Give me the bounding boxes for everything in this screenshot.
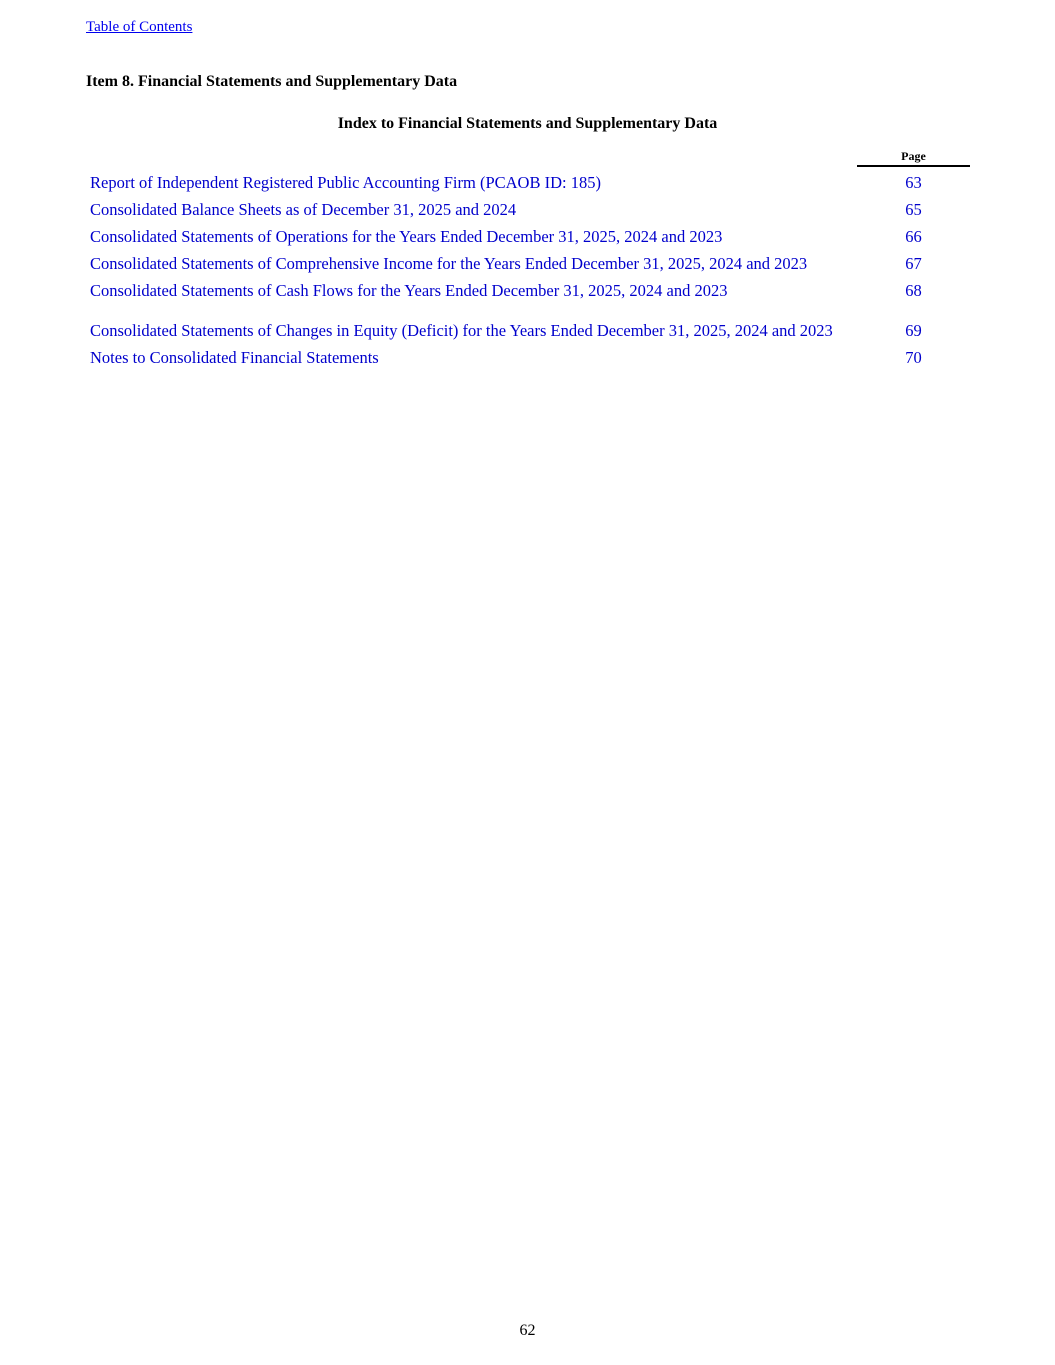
index-row-operations[interactable]: [90, 226, 970, 245]
table-of-contents-link[interactable]: Table of Contents: [86, 19, 193, 35]
index-row-cash-flows[interactable]: [90, 280, 970, 299]
index-row-page[interactable]: 63: [905, 173, 922, 192]
index-row-page[interactable]: 66: [905, 227, 922, 246]
index-row-label[interactable]: Consolidated Statements of Comprehensive Income for the Years Ended December 31, 2025, 2024 and 2023: [90, 254, 808, 273]
index-row-page[interactable]: 69: [905, 321, 922, 340]
index-row-page[interactable]: 67: [905, 254, 922, 273]
index-row-label[interactable]: Report of Independent Registered Public Accounting Firm (PCAOB ID: 185): [90, 173, 601, 192]
index-row-label[interactable]: Notes to Consolidated Financial Statements: [90, 348, 379, 367]
index-row-label[interactable]: Consolidated Statements of Changes in Equity (Deficit) for the Years Ended December 31, 2025, 2024 and 2023: [90, 321, 833, 340]
item-8-heading: Item 8. Financial Statements and Supplementary Data: [86, 73, 458, 90]
index-row-label[interactable]: Consolidated Balance Sheets as of December 31, 2025 and 2024: [90, 200, 517, 219]
index-row-page[interactable]: 70: [905, 348, 922, 367]
index-row-comprehensive-income[interactable]: [90, 253, 970, 272]
index-row-page[interactable]: 68: [905, 281, 922, 300]
index-row-auditor-report[interactable]: [90, 172, 970, 191]
index-row-label[interactable]: Consolidated Statements of Cash Flows for the Years Ended December 31, 2025, 2024 and 2023: [90, 281, 728, 300]
index-row-page[interactable]: 65: [905, 200, 922, 219]
index-row-balance-sheets[interactable]: [90, 199, 970, 218]
index-row-notes[interactable]: [90, 347, 970, 366]
index-row-changes-in-equity[interactable]: [90, 302, 970, 339]
page-column-header: Page: [857, 149, 970, 167]
page-number: 62: [519, 1322, 536, 1339]
index-row-label[interactable]: Consolidated Statements of Operations for the Years Ended December 31, 2025, 2024 and 2023: [90, 227, 723, 246]
index-title: Index to Financial Statements and Supplementary Data: [337, 115, 718, 132]
